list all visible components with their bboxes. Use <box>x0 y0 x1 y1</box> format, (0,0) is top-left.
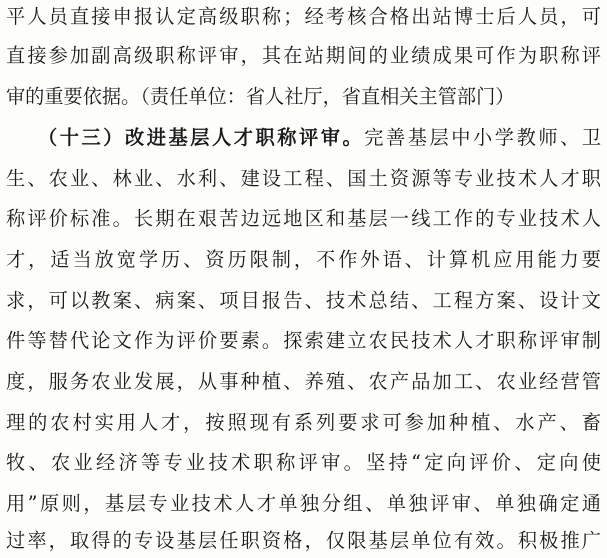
text-line: 才，适当放宽学历、资历限制，不作外语、计算机应用能力要 <box>6 248 601 271</box>
text-line: 平人员直接申报认定高级职称；经考核合格出站博士后人员，可 <box>6 5 601 28</box>
text-line: 理的农村实用人才，按照现有系列要求可参加种植、水产、畜 <box>6 411 601 434</box>
text-line: 审的重要依据。（责任单位：省人社厅，省直相关主管部门） <box>6 85 515 108</box>
text-line: 度，服务农业发展，从事种植、养殖、农产品加工、农业经营管 <box>6 370 601 393</box>
text-line: 用”原则，基层专业技术人才单独分组、单独评审、单独确定通 <box>6 492 601 515</box>
section-heading: （十三）改进基层人才职称评审。 <box>38 126 365 149</box>
text-line: 生、农业、林业、水利、建设工程、国土资源等专业技术人才职 <box>6 167 601 190</box>
text-line: 过率，取得的专设基层任职资格，仅限基层单位有效。积极推广 <box>6 529 601 552</box>
text-run: 完善基层中小学教师、卫 <box>364 126 601 149</box>
section-heading-line <box>38 123 601 153</box>
text-line: 称评价标准。长期在艰苦边远地区和基层一线工作的专业技术人 <box>6 207 601 230</box>
text-line: 件等替代论文作为评价要素。探索建立农民技术人才职称评审制 <box>6 329 601 352</box>
text-line: 求，可以教案、病案、项目报告、技术总结、工程方案、设计文 <box>6 289 601 312</box>
text-line: 直接参加副高级职称评审，其在站期间的业绩成果可作为职称评 <box>6 44 601 67</box>
text-line: 牧、农业经济等专业技术职称评审。坚持“定向评价、定向使 <box>6 451 601 474</box>
